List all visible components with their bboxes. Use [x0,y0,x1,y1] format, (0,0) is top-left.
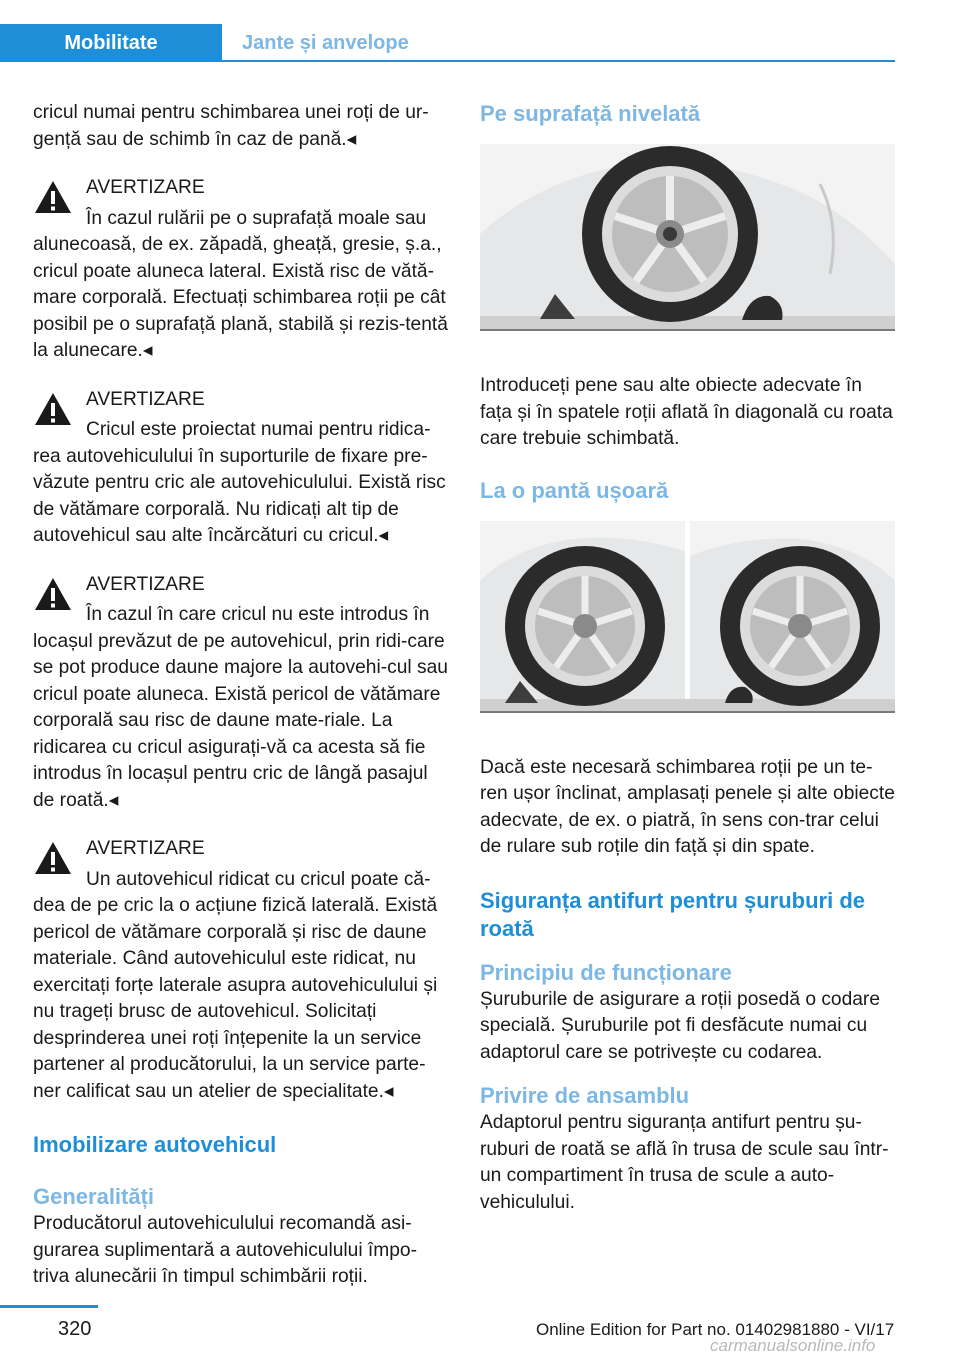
page-number: 320 [58,1318,92,1340]
right-column [480,100,895,1216]
warning-triangle-icon [33,576,73,612]
warning-title: AVERTIZARE [86,388,205,410]
page-header [0,0,960,62]
overview-paragraph: Adaptorul pentru siguranța antifurt pentru șu-ruburi de roată se află în trusa de scule sau într-un compartiment în trusa de scule a auto-vehiculului. [480,1112,889,1213]
heading-slight-slope: La o pantă ușoară [480,477,669,503]
figure-wheels-slope [480,521,895,711]
subsection-title-principle: Principiu de funcționare [480,959,732,985]
warning-title: AVERTIZARE [86,177,205,198]
heading-level-surface: Pe suprafață nivelată [480,101,701,126]
figure-wheel-level-surface [480,144,895,329]
edition-label: Online Edition for Part no. 01402981880 - VI/17 [536,1320,895,1339]
wheel-illustration [480,144,895,329]
warning-text-first-line: În cazul în care cricul nu este introdus în [86,604,430,625]
section-title-imobilizare: Imobilizare autovehicul [33,1132,277,1157]
warning-text: rea autovehiculului în suporturile de fixare pre-văzute pentru cric ale autovehiculului. Există risc de vătămare corporală. Nu ridicați alt tip de autovehicul sau alte încărcături cu cricul.◂ [33,445,446,546]
watermark: carmanualsonline.info [710,1336,876,1355]
slight-slope-paragraph: Dacă este necesară schimbarea roții pe un te-ren ușor înclinat, amplasați penele și alte obiecte adecvate, de ex. o piatră, în sens con-trar celui de rulare sub roțile din față și din spate. [480,756,895,857]
warning-title: AVERTIZARE [86,838,205,859]
tab-jante-si-anvelope[interactable]: Jante și anvelope [242,31,409,54]
warning-text: dea de pe cric la o acțiune fizică laterală. Există pericol de vătămare corporală și risc de daune materiale. Când autovehiculul este ridicat, nu exercitați forțe laterale asupra autovehiculului și nu trageți brusc de autovehicul. Solicitați desprinderea unei roți înțepenite la un service partener al producătorului, la un service parte-ner calificat sau un atelier de specialitate.◂ [33,895,438,1102]
principle-paragraph: Șuruburile de asigurare a roții posedă o codare specială. Șuruburile pot fi desfăcute numai cu adaptorul care se potrivește cu codarea. [480,988,880,1063]
wheels-illustration [480,521,895,711]
warning-text-first-line: Un autovehicul ridicat cu cricul poate că- [86,868,431,890]
warning-triangle-icon [33,840,73,876]
figure-bottom-rule [480,329,895,331]
intro-paragraph: cricul numai pentru schimbarea unei roți de ur-gență sau de schimb în caz de pană.◂ [33,102,429,150]
warning-text-first-line: În cazul rulării pe o suprafață moale sau [86,207,427,229]
section-title-wheel-lock: Siguranța antifurt pentru șuruburi de roată [480,887,866,941]
subsection-title-generalitati: Generalități [33,1184,155,1209]
header-rule [222,60,895,62]
left-column [33,100,448,1291]
warning-block-4 [33,836,448,1105]
warning-title: AVERTIZARE [86,573,205,595]
warning-block-1 [33,175,448,365]
figure-bottom-rule [480,711,895,713]
warning-text: locașul prevăzut de pe autovehicul, prin ridi-care se pot produce daune majore la autovehi-cul sau cricul poate aluneca. Există pericol de vătămare corporală sau risc de daune mate-riale. La ridicarea cu cricul asigurați-vă ca acesta să fie introdus în locașul pentru cric de lângă pasajul de roată.◂ [33,630,448,811]
generalitati-paragraph: Producătorul autovehiculului recomandă asi-gurarea suplimentară a autovehiculului împo-triva alunecării în timpul schimbării roții. [33,1213,417,1287]
tab-mobilitate[interactable]: Mobilitate [0,24,222,62]
warning-block-2 [33,387,448,550]
warning-triangle-icon [33,179,73,215]
footer-rule [0,1305,98,1308]
warning-block-3 [33,572,448,815]
warning-text: alunecoasă, de ex. zăpadă, gheață, gresie, ș.a., cricul poate aluneca lateral. Există risc de vătă-mare corporală. Efectuați schimbarea roții pe cât posibil pe o suprafață plană, stabilă și rezis-tentă la alunecare.◂ [33,234,448,361]
level-surface-paragraph: Introduceți pene sau alte obiecte adecvate în fața și în spatele roții aflată în diagonală cu roata care trebuie schimbată. [480,375,893,449]
warning-triangle-icon [33,391,73,427]
subsection-title-overview: Privire de ansamblu [480,1083,690,1108]
warning-text-first-line: Cricul este proiectat numai pentru ridica- [86,419,431,440]
